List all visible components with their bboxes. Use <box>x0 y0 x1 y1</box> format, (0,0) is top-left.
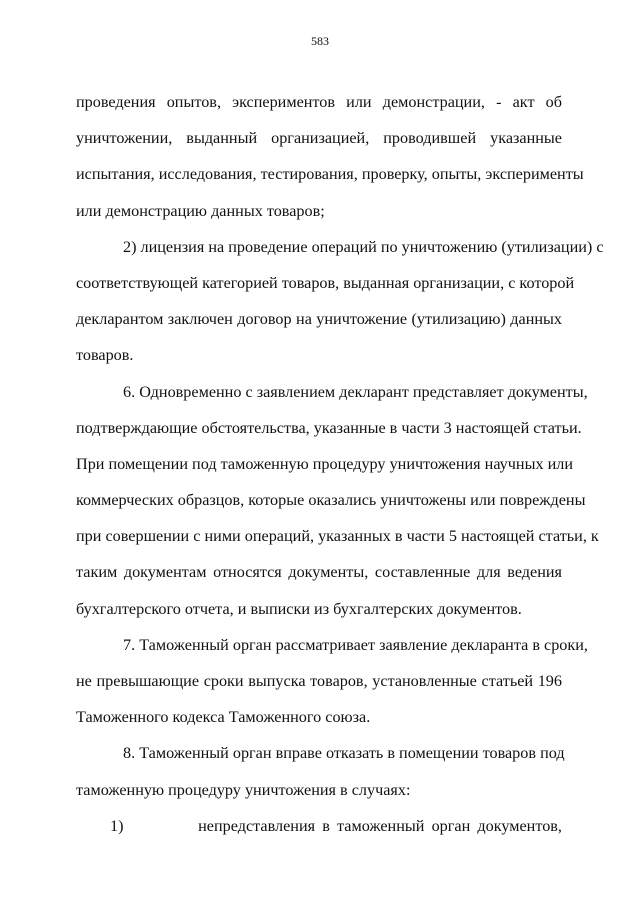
list-item-number: 1) <box>110 816 124 835</box>
list-item-word: таможенный <box>337 816 425 835</box>
paragraph-start-line: 8. Таможенный орган вправе отказать в помещении товаров под <box>123 744 565 763</box>
list-item-word: непредставления <box>198 816 316 835</box>
text-line: Таможенного кодекса Таможенного союза. <box>76 708 371 727</box>
list-item-word: в <box>322 816 330 835</box>
text-line: таможенную процедуру уничтожения в случаях: <box>76 780 411 799</box>
paragraph-start-line: 2) лицензия на проведение операций по уничтожению (утилизации) с <box>123 237 604 256</box>
text-line: при совершении с ними операций, указанных в части 5 настоящей статьи, к <box>76 527 599 546</box>
text-line: декларантом заключен договор на уничтожение (утилизацию) данных <box>76 310 562 329</box>
text-line: не превышающие сроки выпуска товаров, установленные статьей 196 <box>76 672 562 690</box>
list-item-line <box>76 808 562 844</box>
text-line: подтверждающие обстоятельства, указанные в части 3 настоящей статьи. <box>76 418 582 437</box>
text-line: уничтожении, выданный организацией, проводившей указанные <box>76 129 562 148</box>
text-line: или демонстрацию данных товаров; <box>76 201 325 220</box>
text-line: коммерческих образцов, которые оказались уничтожены или повреждены <box>76 491 586 510</box>
list-item-word: орган <box>431 816 471 835</box>
text-line: При помещении под таможенную процедуру уничтожения научных или <box>76 454 573 473</box>
text-line: бухгалтерского отчета, и выписки из бухгалтерских документов. <box>76 599 522 618</box>
text-line: испытания, исследования, тестирования, проверку, опыты, эксперименты <box>76 165 584 184</box>
text-line: таким документам относятся документы, составленные для ведения <box>76 563 562 582</box>
document-body <box>76 84 604 844</box>
text-line: соответствующей категорией товаров, выданная организации, с которой <box>76 273 575 292</box>
list-item-word: документов, <box>477 816 562 835</box>
page-number: 583 <box>311 34 329 48</box>
paragraph-start-line: 7. Таможенный орган рассматривает заявление декларанта в сроки, <box>123 635 588 654</box>
paragraph-start-line: 6. Одновременно с заявлением декларант представляет документы, <box>123 382 588 401</box>
text-line: товаров. <box>76 346 134 365</box>
text-line: проведения опытов, экспериментов или демонстрации, - акт об <box>76 93 562 111</box>
